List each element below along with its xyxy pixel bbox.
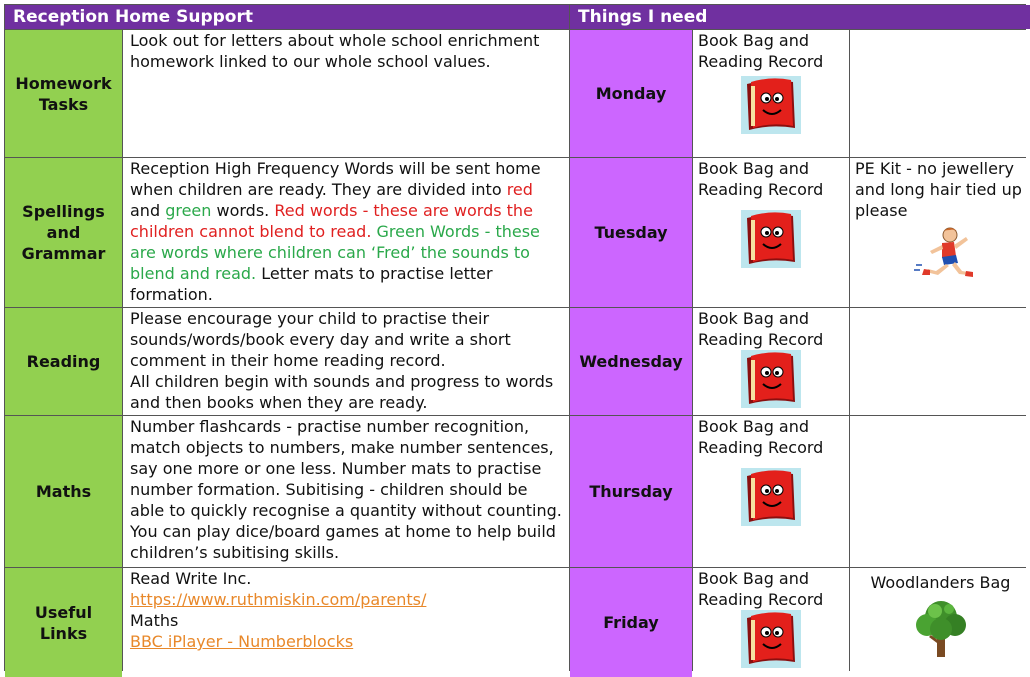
day-label: Friday xyxy=(603,613,659,632)
day-label: Monday xyxy=(595,84,667,103)
links-text-cell xyxy=(123,568,569,677)
row-label-text: Homework Tasks xyxy=(15,73,112,114)
day-thursday xyxy=(570,416,692,567)
book-icon xyxy=(741,610,801,673)
need-text-woodlanders: Woodlanders Bag xyxy=(870,573,1011,592)
link-ruthmiskin[interactable]: https://www.ruthmiskin.com/parents/ xyxy=(130,590,427,609)
reading-text-2: All children begin with sounds and progress to words and then books when they are ready. xyxy=(130,372,554,412)
row-label-text: Useful Links xyxy=(34,602,93,643)
spellings-part-green: green xyxy=(165,201,212,220)
book-icon xyxy=(741,76,801,139)
need-thursday-2 xyxy=(850,416,1030,567)
book-icon xyxy=(741,210,801,273)
day-monday xyxy=(570,30,692,157)
spellings-part-red: Red words - these are words the children cannot blend to read. xyxy=(130,201,533,241)
book-icon-svg xyxy=(741,610,801,668)
book-icon xyxy=(741,468,801,531)
need-thursday-1 xyxy=(693,416,849,567)
need-text: Book Bag and Reading Record xyxy=(698,569,824,609)
maths-text: Number flashcards - practise number recognition, match objects to numbers, make number sentences, say one more or one less. Number mats to practise number formation. Subitising - children should be able to quickly recognise a quantity without counting. You can play dice/board games at home to help build children’s subitising skills. xyxy=(130,417,562,562)
header-home-support-text: Reception Home Support xyxy=(13,7,253,27)
row-label-text: Spellings and Grammar xyxy=(21,202,106,263)
homework-text: Look out for letters about whole school enrichment homework linked to our whole school values. xyxy=(130,31,540,71)
day-label: Wednesday xyxy=(579,352,683,371)
reading-text-1: Please encourage your child to practise their sounds/words/book every day and write a short comment in their home reading record. xyxy=(130,309,511,370)
need-text: Book Bag and Reading Record xyxy=(698,31,824,71)
running-child-icon xyxy=(906,225,976,283)
book-icon-svg xyxy=(741,350,801,408)
need-text: Book Bag and Reading Record xyxy=(698,309,824,349)
header-things-i-need xyxy=(570,5,1030,29)
day-tuesday xyxy=(570,158,692,307)
row-label-reading xyxy=(5,308,122,415)
links-line-maths: Maths xyxy=(130,611,179,630)
book-icon xyxy=(741,350,801,413)
spellings-part: words. xyxy=(211,201,275,220)
day-label: Tuesday xyxy=(594,223,668,242)
need-text: Book Bag and Reading Record xyxy=(698,159,824,199)
homework-text-cell xyxy=(123,30,569,157)
support-table xyxy=(4,4,1026,671)
need-text: Book Bag and Reading Record xyxy=(698,417,824,457)
maths-text-cell xyxy=(123,416,569,567)
need-tuesday-1 xyxy=(693,158,849,307)
book-icon-svg xyxy=(741,76,801,134)
spellings-part: and xyxy=(130,201,166,220)
link-numberblocks[interactable]: BBC iPlayer - Numberblocks xyxy=(130,632,354,651)
spellings-text-cell xyxy=(123,158,569,307)
tree-icon xyxy=(913,597,969,659)
need-tuesday-2 xyxy=(850,158,1030,307)
need-monday-2 xyxy=(850,30,1030,157)
row-label-text: Reading xyxy=(26,352,101,371)
day-friday xyxy=(570,568,692,677)
header-things-i-need-text: Things I need xyxy=(578,7,708,27)
need-monday-1 xyxy=(693,30,849,157)
reading-text-cell xyxy=(123,308,569,415)
row-label-useful-links xyxy=(5,568,122,677)
spellings-part-green: Green Words - these are words where children can ‘Fred’ the sounds to blend and read. xyxy=(130,222,540,283)
row-label-text: Maths xyxy=(35,482,92,501)
spellings-part: Letter mats to practise letter formation. xyxy=(130,264,493,304)
book-icon-svg xyxy=(741,210,801,268)
day-label: Thursday xyxy=(589,482,673,501)
need-friday-2 xyxy=(850,568,1030,677)
row-label-maths xyxy=(5,416,122,567)
need-wednesday-2 xyxy=(850,308,1030,415)
need-text-pe-kit: PE Kit - no jewellery and long hair tied up please xyxy=(855,159,1022,220)
need-wednesday-1 xyxy=(693,308,849,415)
spellings-part-red: red xyxy=(506,180,533,199)
row-label-homework xyxy=(5,30,122,157)
header-home-support xyxy=(5,5,569,29)
book-icon-svg xyxy=(741,468,801,526)
row-label-spellings xyxy=(5,158,122,307)
need-friday-1 xyxy=(693,568,849,677)
spellings-part: Reception High Frequency Words will be sent home when children are ready. They are divided into xyxy=(130,159,541,199)
day-wednesday xyxy=(570,308,692,415)
links-line-rwi: Read Write Inc. xyxy=(130,569,252,588)
